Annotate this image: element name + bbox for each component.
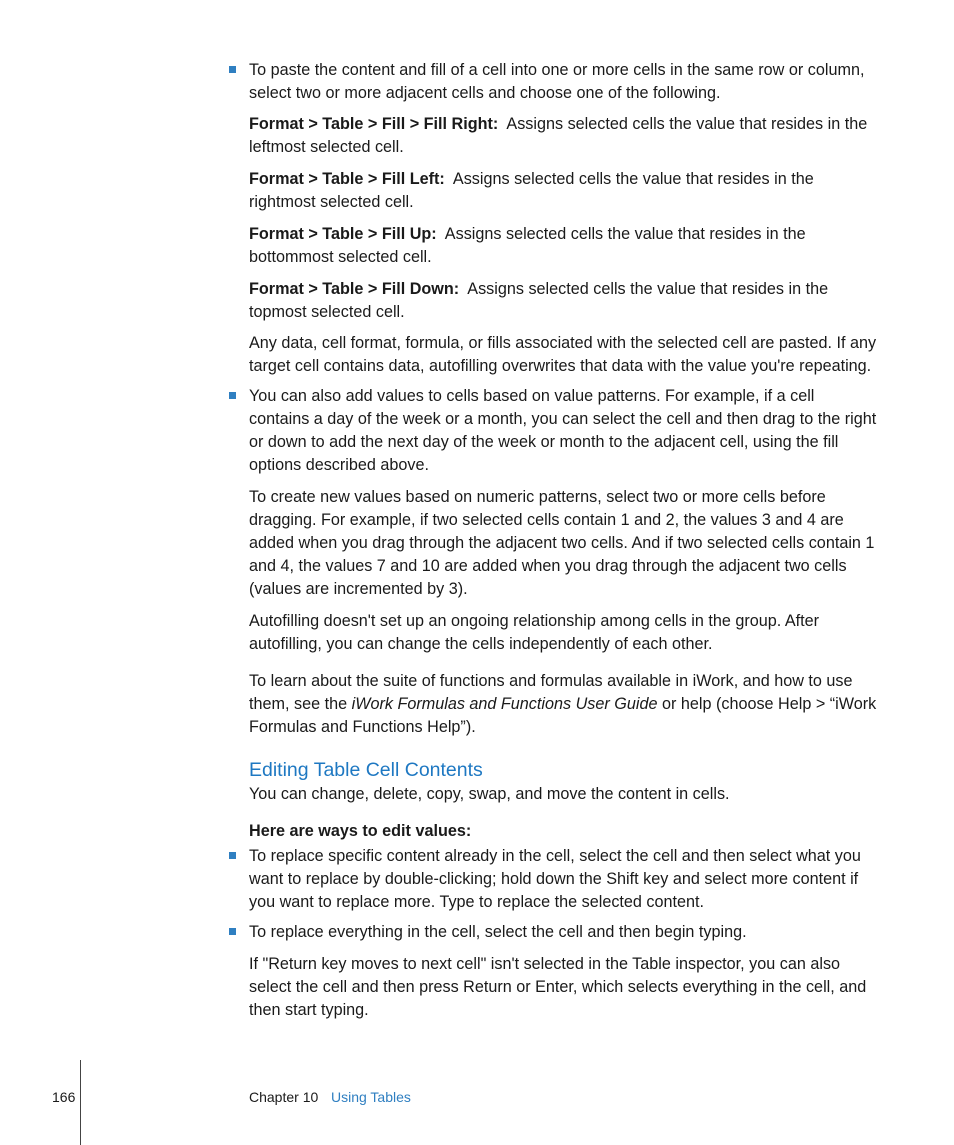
bullet-marker bbox=[229, 392, 236, 399]
fill-down-item bbox=[249, 278, 879, 324]
fill-up-label: Format > Table > Fill Up: bbox=[249, 225, 437, 243]
fill-right-item bbox=[249, 113, 879, 159]
fill-left-item bbox=[249, 168, 879, 214]
fill-right-desc: Assigns selected cells the value that resides in the leftmost selected cell. bbox=[249, 115, 868, 156]
learn-more-para bbox=[249, 670, 879, 739]
replace-specific-text: To replace specific content already in the cell, select the cell and then select what you want to replace by double-clicking; hold down the Shift key and select more content if you want to replace more. Type to replace the selected content. bbox=[249, 847, 861, 911]
bullet-marker bbox=[229, 66, 236, 73]
numeric-patterns-para: To create new values based on numeric patterns, select two or more cells before dragging. For example, if two selected cells contain 1 and 2, the values 3 and 4 are added when you drag through the adjacent two cells. And if two selected cells contain 1 and 4, the values 7 and 10 are added when you drag through the adjacent two cells (values are incremented by 3). bbox=[249, 488, 875, 598]
section-intro: You can change, delete, copy, swap, and move the content in cells. bbox=[249, 785, 730, 803]
guide-title: iWork Formulas and Functions User Guide bbox=[351, 695, 658, 713]
bullet-marker bbox=[229, 928, 236, 935]
footer-chapter-title-link[interactable]: Using Tables bbox=[331, 1089, 411, 1105]
bullet-patterns-text: You can also add values to cells based on value patterns. For example, if a cell contains a day of the week or a month, you can select the cell and then drag to the right or down to add the next day of the week or month to the adjacent cell, using the fill options described above. bbox=[249, 387, 877, 474]
autofill-relationship-para: Autofilling doesn't set up an ongoing relationship among cells in the group. After autofilling, you can change the cells independently of each other. bbox=[249, 612, 820, 653]
fill-right-label: Format > Table > Fill > Fill Right: bbox=[249, 115, 499, 133]
paste-note: Any data, cell format, formula, or fills associated with the selected cell are pasted. If any target cell contains data, autofilling overwrites that data with the value you're repeating. bbox=[249, 334, 877, 375]
page-number: 166 bbox=[52, 1089, 76, 1105]
replace-everything-text: To replace everything in the cell, select the cell and then begin typing. bbox=[249, 923, 747, 941]
learn-pre: To learn about the suite of functions and formulas available in iWork, and how to use them, see the bbox=[249, 672, 853, 713]
bullet-marker bbox=[229, 852, 236, 859]
section-heading: Editing Table Cell Contents bbox=[249, 759, 483, 781]
fill-left-label: Format > Table > Fill Left: bbox=[249, 170, 445, 188]
fill-left-desc: Assigns selected cells the value that resides in the rightmost selected cell. bbox=[249, 170, 814, 211]
bullet-paste-text: To paste the content and fill of a cell into one or more cells in the same row or column, select two or more adjacent cells and choose one of the following. bbox=[249, 61, 865, 102]
fill-up-desc: Assigns selected cells the value that resides in the bottommost selected cell. bbox=[249, 225, 806, 266]
fill-down-label: Format > Table > Fill Down: bbox=[249, 280, 460, 298]
edit-values-subhead: Here are ways to edit values: bbox=[249, 822, 472, 840]
fill-down-desc: Assigns selected cells the value that resides in the topmost selected cell. bbox=[249, 280, 829, 321]
footer-divider bbox=[80, 1060, 81, 1145]
learn-post: or help (choose Help > “iWork Formulas and Functions Help”). bbox=[249, 695, 877, 736]
return-key-note: If "Return key moves to next cell" isn't selected in the Table inspector, you can also select the cell and then press Return or Enter, which selects everything in the cell, and then start typing. bbox=[249, 955, 867, 1019]
fill-up-item bbox=[249, 223, 879, 269]
footer-chapter: Chapter 10 bbox=[249, 1089, 319, 1105]
